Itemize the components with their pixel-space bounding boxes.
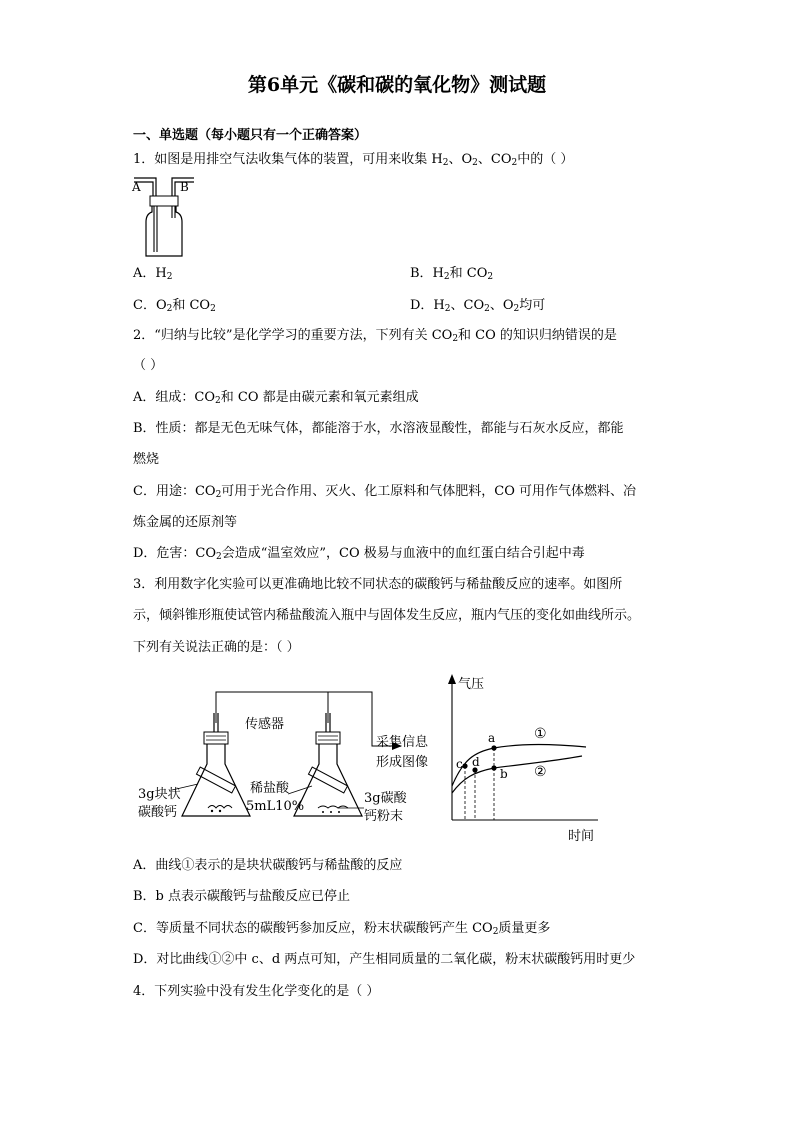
curve-2-label: ② — [534, 764, 547, 780]
point-a: a — [488, 731, 496, 745]
left-flask-label-2: 碳酸钙 — [138, 805, 178, 820]
experiment-figure — [128, 668, 608, 846]
right-flask-label-2: 钙粉末 — [364, 809, 404, 824]
right-flask — [294, 713, 362, 816]
gas-bottle-figure — [128, 172, 200, 262]
q1-stem: 1．如图是用排空气法收集气体的装置，可用来收集 $H_2$、$O_2$、$CO_2$中的（ ） — [133, 152, 574, 168]
q2-stem-line1: 2．“归纳与比较”是化学学习的重要方法，下列有关 $CO_2$和 CO 的知识归纳错误的是 — [133, 328, 617, 344]
q2-stem-line2: （ ） — [133, 358, 164, 373]
point-d: d — [472, 755, 480, 769]
curve-1-label: ① — [534, 726, 547, 742]
page-title: 第6单元《碳和碳的氧化物》测试题 — [247, 74, 547, 96]
q2-option-c-line2: 炼金属的还原剂等 — [133, 515, 238, 530]
acid-label-1: 稀盐酸 — [250, 781, 290, 796]
q3-stem-line2: 示，倾斜锥形瓶使试管内稀盐酸流入瓶中与固体发生反应，瓶内气压的变化如曲线所示。 — [133, 608, 641, 623]
q2-option-a: A．组成：$CO_2$和 CO 都是由碳元素和氧元素组成 — [133, 390, 419, 406]
left-flask — [182, 713, 250, 816]
q2-option-d: D．危害：$CO_2$会造成“温室效应”，CO 极易与血液中的血红蛋白结合引起中毒 — [133, 546, 585, 562]
q3-option-a: A．曲线①表示的是块状碳酸钙与稀盐酸的反应 — [133, 858, 403, 873]
graph-x-label: 时间 — [568, 829, 595, 844]
q2-option-b-line1: B．性质：都是无色无味气体，都能溶于水，水溶液显酸性，都能与石灰水反应，都能 — [133, 421, 624, 436]
point-c: c — [456, 757, 463, 771]
sensor-label: 传感器 — [245, 717, 285, 732]
pressure-time-graph — [448, 674, 598, 844]
q3-option-b: B．b 点表示碳酸钙与盐酸反应已停止 — [133, 889, 351, 904]
q1-option-c: C．$O_2$和 $CO_2$ — [133, 298, 216, 314]
acid-label-2: 5mL10% — [246, 799, 305, 814]
section-heading: 一、单选题（每小题只有一个正确答案） — [133, 128, 368, 143]
label-a: A — [132, 180, 141, 194]
q1-option-d: D．$H_2$、$CO_2$、$O_2$均可 — [410, 298, 546, 314]
right-flask-label-1: 3g碳酸 — [364, 791, 407, 806]
left-flask-label-1: 3g块状 — [138, 787, 181, 802]
q4-stem: 4．下列实验中没有发生化学变化的是（ ） — [133, 984, 380, 999]
q3-stem-line3: 下列有关说法正确的是：（ ） — [133, 640, 300, 655]
q2-option-c-line1: C．用途：$CO_2$可用于光合作用、灭火、化工原料和气体肥料，CO 可用作气体燃料、冶 — [133, 484, 637, 500]
collect-label-2: 形成图像 — [376, 755, 429, 770]
q2-option-b-line2: 燃烧 — [133, 452, 160, 467]
q3-option-d: D．对比曲线①②中 c、d 两点可知，产生相同质量的二氧化碳，粉末状碳酸钙用时更少 — [133, 952, 636, 967]
graph-y-label: 气压 — [458, 677, 485, 692]
q1-option-a: A．$H_2$ — [133, 266, 173, 282]
point-b: b — [500, 767, 508, 781]
q1-option-b: B．$H_2$和 $CO_2$ — [410, 266, 494, 282]
q3-stem-line1: 3．利用数字化实验可以更准确地比较不同状态的碳酸钙与稀盐酸反应的速率。如图所 — [133, 577, 623, 592]
label-b: B — [180, 180, 189, 194]
collect-label-1: 采集信息 — [376, 735, 429, 750]
q3-option-c: C．等质量不同状态的碳酸钙参加反应，粉末状碳酸钙产生 $CO_2$质量更多 — [133, 921, 551, 937]
